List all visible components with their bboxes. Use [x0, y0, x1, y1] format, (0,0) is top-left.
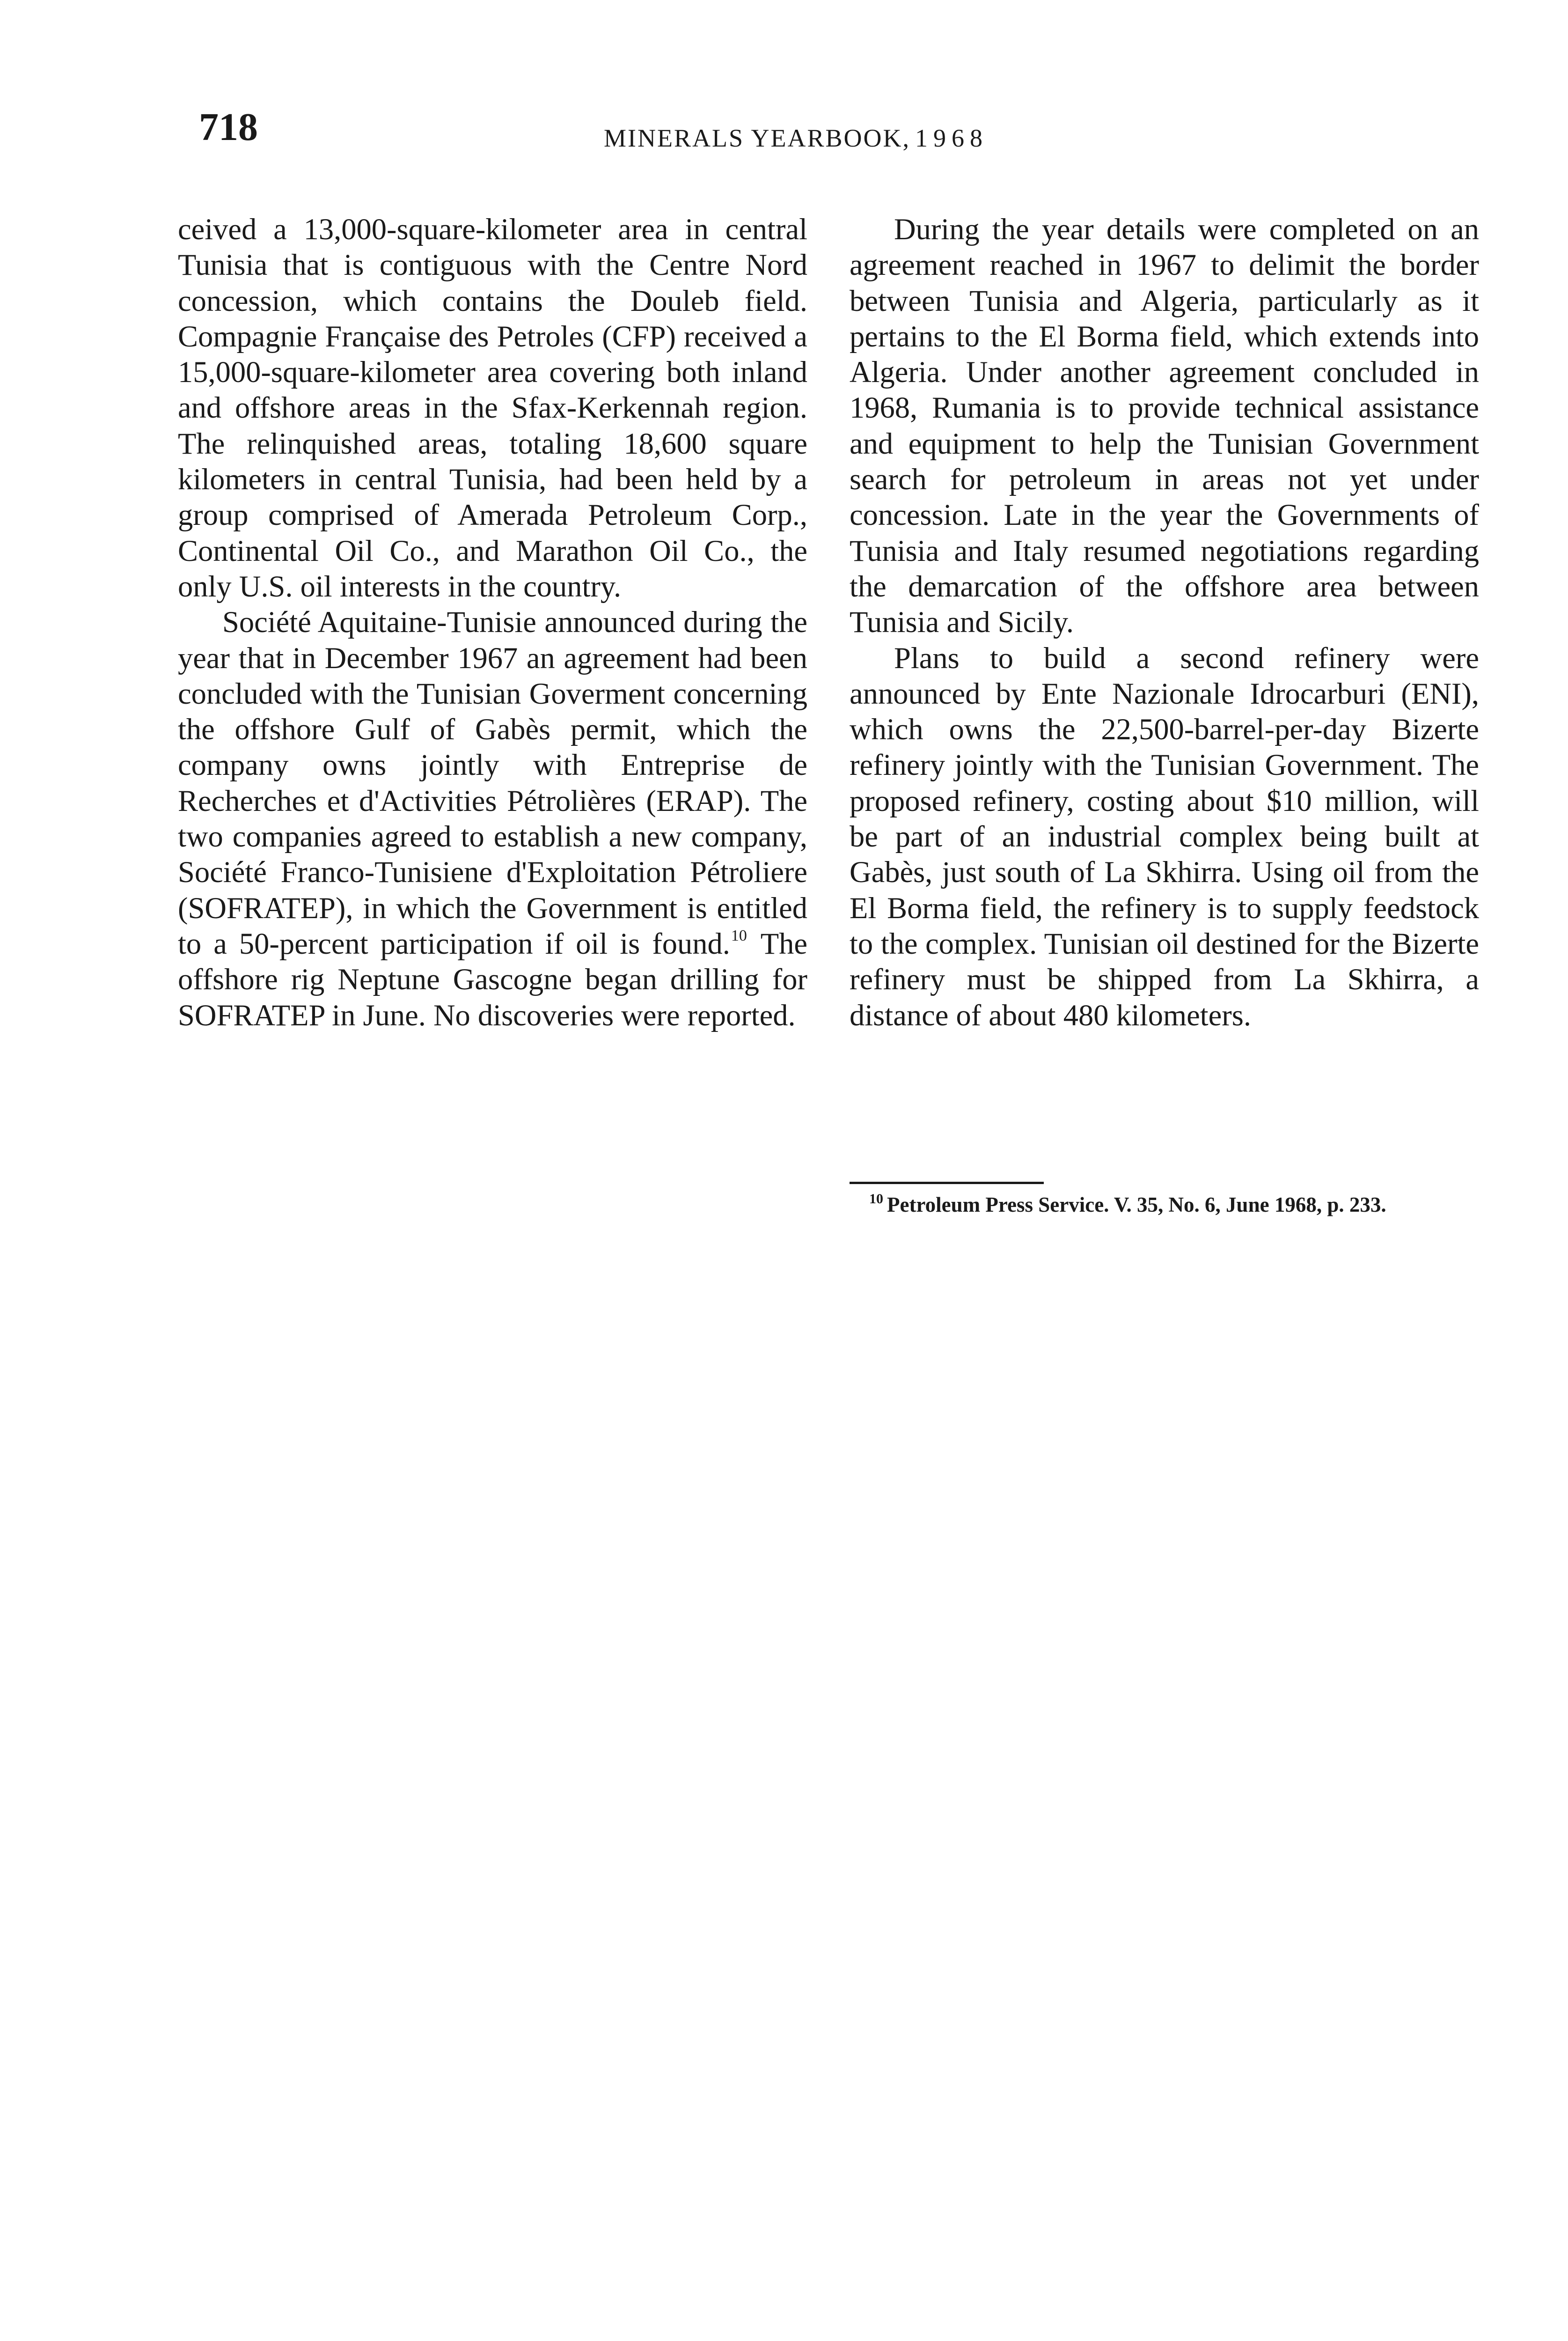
right-paragraph-2: Plans to build a second refinery were announced by Ente Nazionale Idrocarburi (ENI), which owns the 22,500-barrel-per-day Bizerte refinery jointly with the Tunisian Government. The proposed refinery, costing about $10 million, will be part of an industrial complex being built at Gabès, just south of La Skhirra. Using oil from the El Borma field, the refinery is to supply feedstock to the complex. Tunisian oil destined for the Bizerte refinery must be shipped from La Skhirra, a distance of about 480 kilometers.	[850, 641, 1479, 1032]
left-column	[178, 212, 807, 1033]
footnote-reference: 10	[731, 927, 747, 944]
left-paragraph-2-text-b: The offshore rig Neptune Gascogne began drilling for SOFRATEP in June. No discoveries were reported.	[178, 927, 808, 1032]
running-head-title: MINERALS YEARBOOK,	[604, 124, 911, 152]
page-number: 718	[199, 105, 258, 149]
running-head-year: 1968	[915, 124, 989, 152]
left-paragraph-2-text-a: Société Aquitaine-Tunisie announced during the year that in December 1967 an agreement had been concluded with the Tunisian Goverment concerning the offshore Gulf of Gabès permit, which the company owns jointly with Entreprise de Recherches et d'Activities Pétrolières (ERAP). The two companies agreed to establish a new company, Société Franco-Tunisiene d'Exploitation Pétroliere (SOFRATEP), in which the Government is entitled to a 50-percent participation if oil is found.	[178, 605, 807, 960]
left-paragraph-2	[178, 604, 807, 1033]
right-column	[850, 212, 1479, 1033]
footnote	[850, 1192, 1479, 1218]
footnote-rule	[850, 1182, 1044, 1184]
right-paragraph-1: During the year details were completed on an agreement reached in 1967 to delimit the border between Tunisia and Algeria, particularly as it pertains to the El Borma field, which extends into Algeria. Under another agreement concluded in 1968, Rumania is to provide technical assistance and equipment to help the Tunisian Government search for petroleum in areas not yet under concession. Late in the year the Governments of Tunisia and Italy resumed negotiations regarding the demarcation of the offshore area between Tunisia and Sicily.	[850, 213, 1479, 639]
footnote-number: 10	[869, 1191, 883, 1207]
running-head	[604, 125, 988, 151]
left-paragraph-1: ceived a 13,000-square-kilometer area in central Tunisia that is contiguous with the Centre Nord concession, which contains the Douleb field. Compagnie Française des Petroles (CFP) received a 15,000-square-kilometer area covering both inland and offshore areas in the Sfax-Kerkennah region. The relinquished areas, totaling 18,600 square kilometers in central Tunisia, had been held by a group comprised of Amerada Petroleum Corp., Continental Oil Co., and Marathon Oil Co., the only U.S. oil interests in the country.	[178, 213, 807, 603]
footnote-text: Petroleum Press Service. V. 35, No. 6, June 1968, p. 233.	[887, 1193, 1386, 1216]
